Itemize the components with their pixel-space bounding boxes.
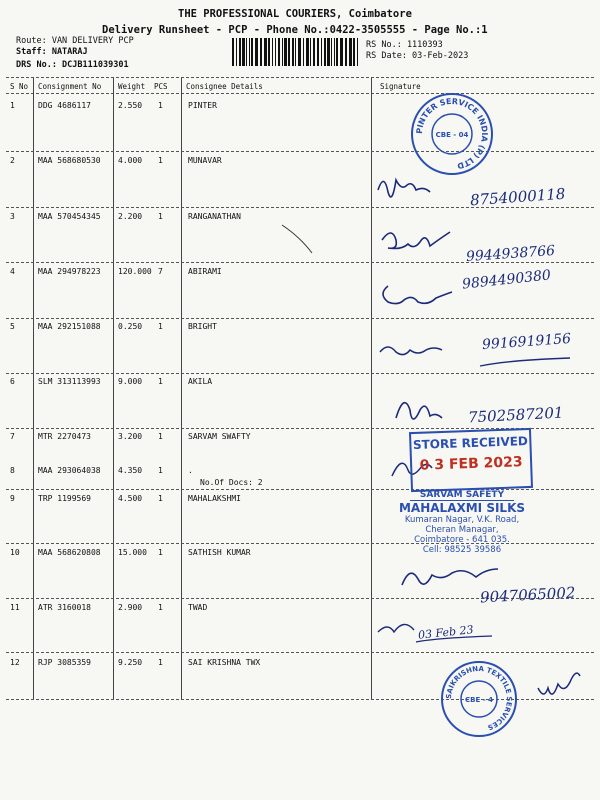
cell-sno: 10 — [10, 548, 20, 557]
mahalaxmi-stamp — [382, 490, 542, 555]
cell-sno: 11 — [10, 603, 20, 612]
cell-cno: MTR 2270473 — [38, 432, 91, 441]
cell-weight: 3.200 — [118, 432, 143, 441]
col-signature: Signature — [380, 82, 421, 91]
cell-consignee: SARVAM SWAFTY — [188, 432, 251, 441]
svg-text:PINTER SERVICE INDIA (P) LTD: PINTER SERVICE INDIA (P) LTD — [414, 96, 490, 171]
cell-sno: 6 — [10, 377, 15, 386]
svg-text:CBE - 4: CBE - 4 — [465, 696, 493, 704]
cell-pcs: 1 — [158, 432, 163, 441]
staff-label: Staff: NATARAJ — [16, 47, 88, 57]
cell-weight: 4.500 — [118, 494, 143, 503]
cell-cno: RJP 3085359 — [38, 658, 91, 667]
cell-consignee: SATHISH KUMAR — [188, 548, 251, 557]
cell-sno: 9 — [10, 494, 15, 503]
handwritten-phone: 7502587201 — [467, 403, 564, 427]
cell-pcs: 1 — [158, 494, 163, 503]
mahalaxmi-address: Coimbatore - 641 035. — [414, 535, 510, 545]
mahalaxmi-name: MAHALAXMI SILKS — [398, 501, 526, 515]
cell-cno: SLM 313113993 — [38, 377, 101, 386]
cell-sno: 4 — [10, 267, 15, 276]
mahalaxmi-address: Kumaran Nagar, V.K. Road, — [404, 515, 520, 525]
cell-sno: 2 — [10, 156, 15, 165]
cell-cno: MAA 294978223 — [38, 267, 101, 276]
rs-number: RS No.: 1110393 — [366, 40, 443, 50]
cell-weight: 2.550 — [118, 101, 143, 110]
col-consignee: Consignee Details — [186, 82, 263, 91]
cell-cno: ATR 3160018 — [38, 603, 91, 612]
rs-date: RS Date: 03-Feb-2023 — [366, 51, 469, 61]
cell-pcs: 1 — [158, 548, 163, 557]
handwritten-phone: 9047065002 — [479, 583, 576, 607]
cell-pcs: 1 — [158, 377, 163, 386]
saikrishna-stamp — [440, 660, 518, 738]
cell-cno: TRP 1199569 — [38, 494, 91, 503]
cell-weight: 15.000 — [118, 548, 147, 557]
cell-cno: DDG 4686117 — [38, 101, 91, 110]
cell-sno: 8 — [10, 466, 15, 475]
drs-number: DRS No.: DCJB111039301 — [16, 60, 129, 70]
svg-text:CBE - 04: CBE - 04 — [435, 131, 469, 139]
cell-consignee: . — [188, 466, 193, 475]
cell-sno: 3 — [10, 212, 15, 221]
cell-weight: 2.200 — [118, 212, 143, 221]
cell-sno: 7 — [10, 432, 15, 441]
cell-cno: MAA 292151088 — [38, 322, 101, 331]
cell-weight: 4.350 — [118, 466, 143, 475]
cell-consignee: TWAD — [188, 603, 208, 612]
handwritten-phone: 8754000118 — [469, 184, 566, 210]
cell-pcs: 1 — [158, 466, 163, 475]
store-received-date: 0 3 FEB 2023 — [419, 454, 523, 474]
cell-pcs: 7 — [158, 267, 163, 276]
cell-weight: 9.250 — [118, 658, 143, 667]
page-title: THE PROFESSIONAL COURIERS, Coimbatore — [178, 8, 412, 20]
cell-consignee: SAI KRISHNA TWX — [188, 658, 261, 667]
svg-text:SAIKRISHNA TEXTILE SERVICES: SAIKRISHNA TEXTILE SERVICES — [444, 664, 514, 732]
cell-pcs: 1 — [158, 322, 163, 331]
cell-cno: MAA 570454345 — [38, 212, 101, 221]
handwritten-phone: 9894490380 — [461, 267, 552, 293]
cell-consignee: ABIRAMI — [188, 267, 222, 276]
cell-consignee: AKILA — [188, 377, 213, 386]
cell-cno: MAA 568620808 — [38, 548, 101, 557]
cell-sno: 5 — [10, 322, 15, 331]
cell-cno: MAA 568680530 — [38, 156, 101, 165]
cell-weight: 2.900 — [118, 603, 143, 612]
mahalaxmi-phone: Cell: 98525 39586 — [422, 545, 502, 555]
sarvam-label: SARVAM SAFETY — [410, 490, 514, 501]
cell-consignee: MUNAVAR — [188, 156, 222, 165]
cell-cno: MAA 293064038 — [38, 466, 101, 475]
cell-weight: 4.000 — [118, 156, 143, 165]
cell-pcs: 1 — [158, 603, 163, 612]
cell-consignee: MAHALAKSHMI — [188, 494, 241, 503]
cell-pcs: 1 — [158, 658, 163, 667]
cell-weight: 120.000 — [118, 267, 152, 276]
cell-sno: 1 — [10, 101, 15, 110]
col-weight: Weight — [118, 82, 146, 91]
cell-weight: 0.250 — [118, 322, 143, 331]
cell-consignee: PINTER — [188, 101, 217, 110]
route-label: Route: VAN DELIVERY PCP — [16, 36, 134, 46]
pinter-stamp — [410, 92, 494, 176]
cell-pcs: 1 — [158, 212, 163, 221]
col-pcs: PCS — [154, 82, 168, 91]
cell-sno: 12 — [10, 658, 20, 667]
page-subtitle: Delivery Runsheet - PCP - Phone No.:0422-3505555 - Page No.:1 — [102, 24, 488, 36]
cell-pcs: 1 — [158, 156, 163, 165]
store-received-label: STORE RECEIVED — [412, 434, 529, 453]
cell-consignee: BRIGHT — [188, 322, 217, 331]
mahalaxmi-address: Cheran Managar, — [425, 525, 499, 535]
docs-note: No.Of Docs: 2 — [200, 478, 263, 487]
cell-consignee: RANGANATHAN — [188, 212, 241, 221]
handwritten-phone: 9916919156 — [481, 330, 572, 354]
store-received-stamp — [409, 428, 533, 492]
cell-weight: 9.000 — [118, 377, 143, 386]
col-consignment: Consignment No — [38, 82, 102, 91]
handwritten-phone: 9944938766 — [465, 242, 556, 266]
cell-pcs: 1 — [158, 101, 163, 110]
handwritten-date: 03 Feb 23 — [417, 623, 475, 642]
col-sno: S No — [10, 82, 29, 91]
